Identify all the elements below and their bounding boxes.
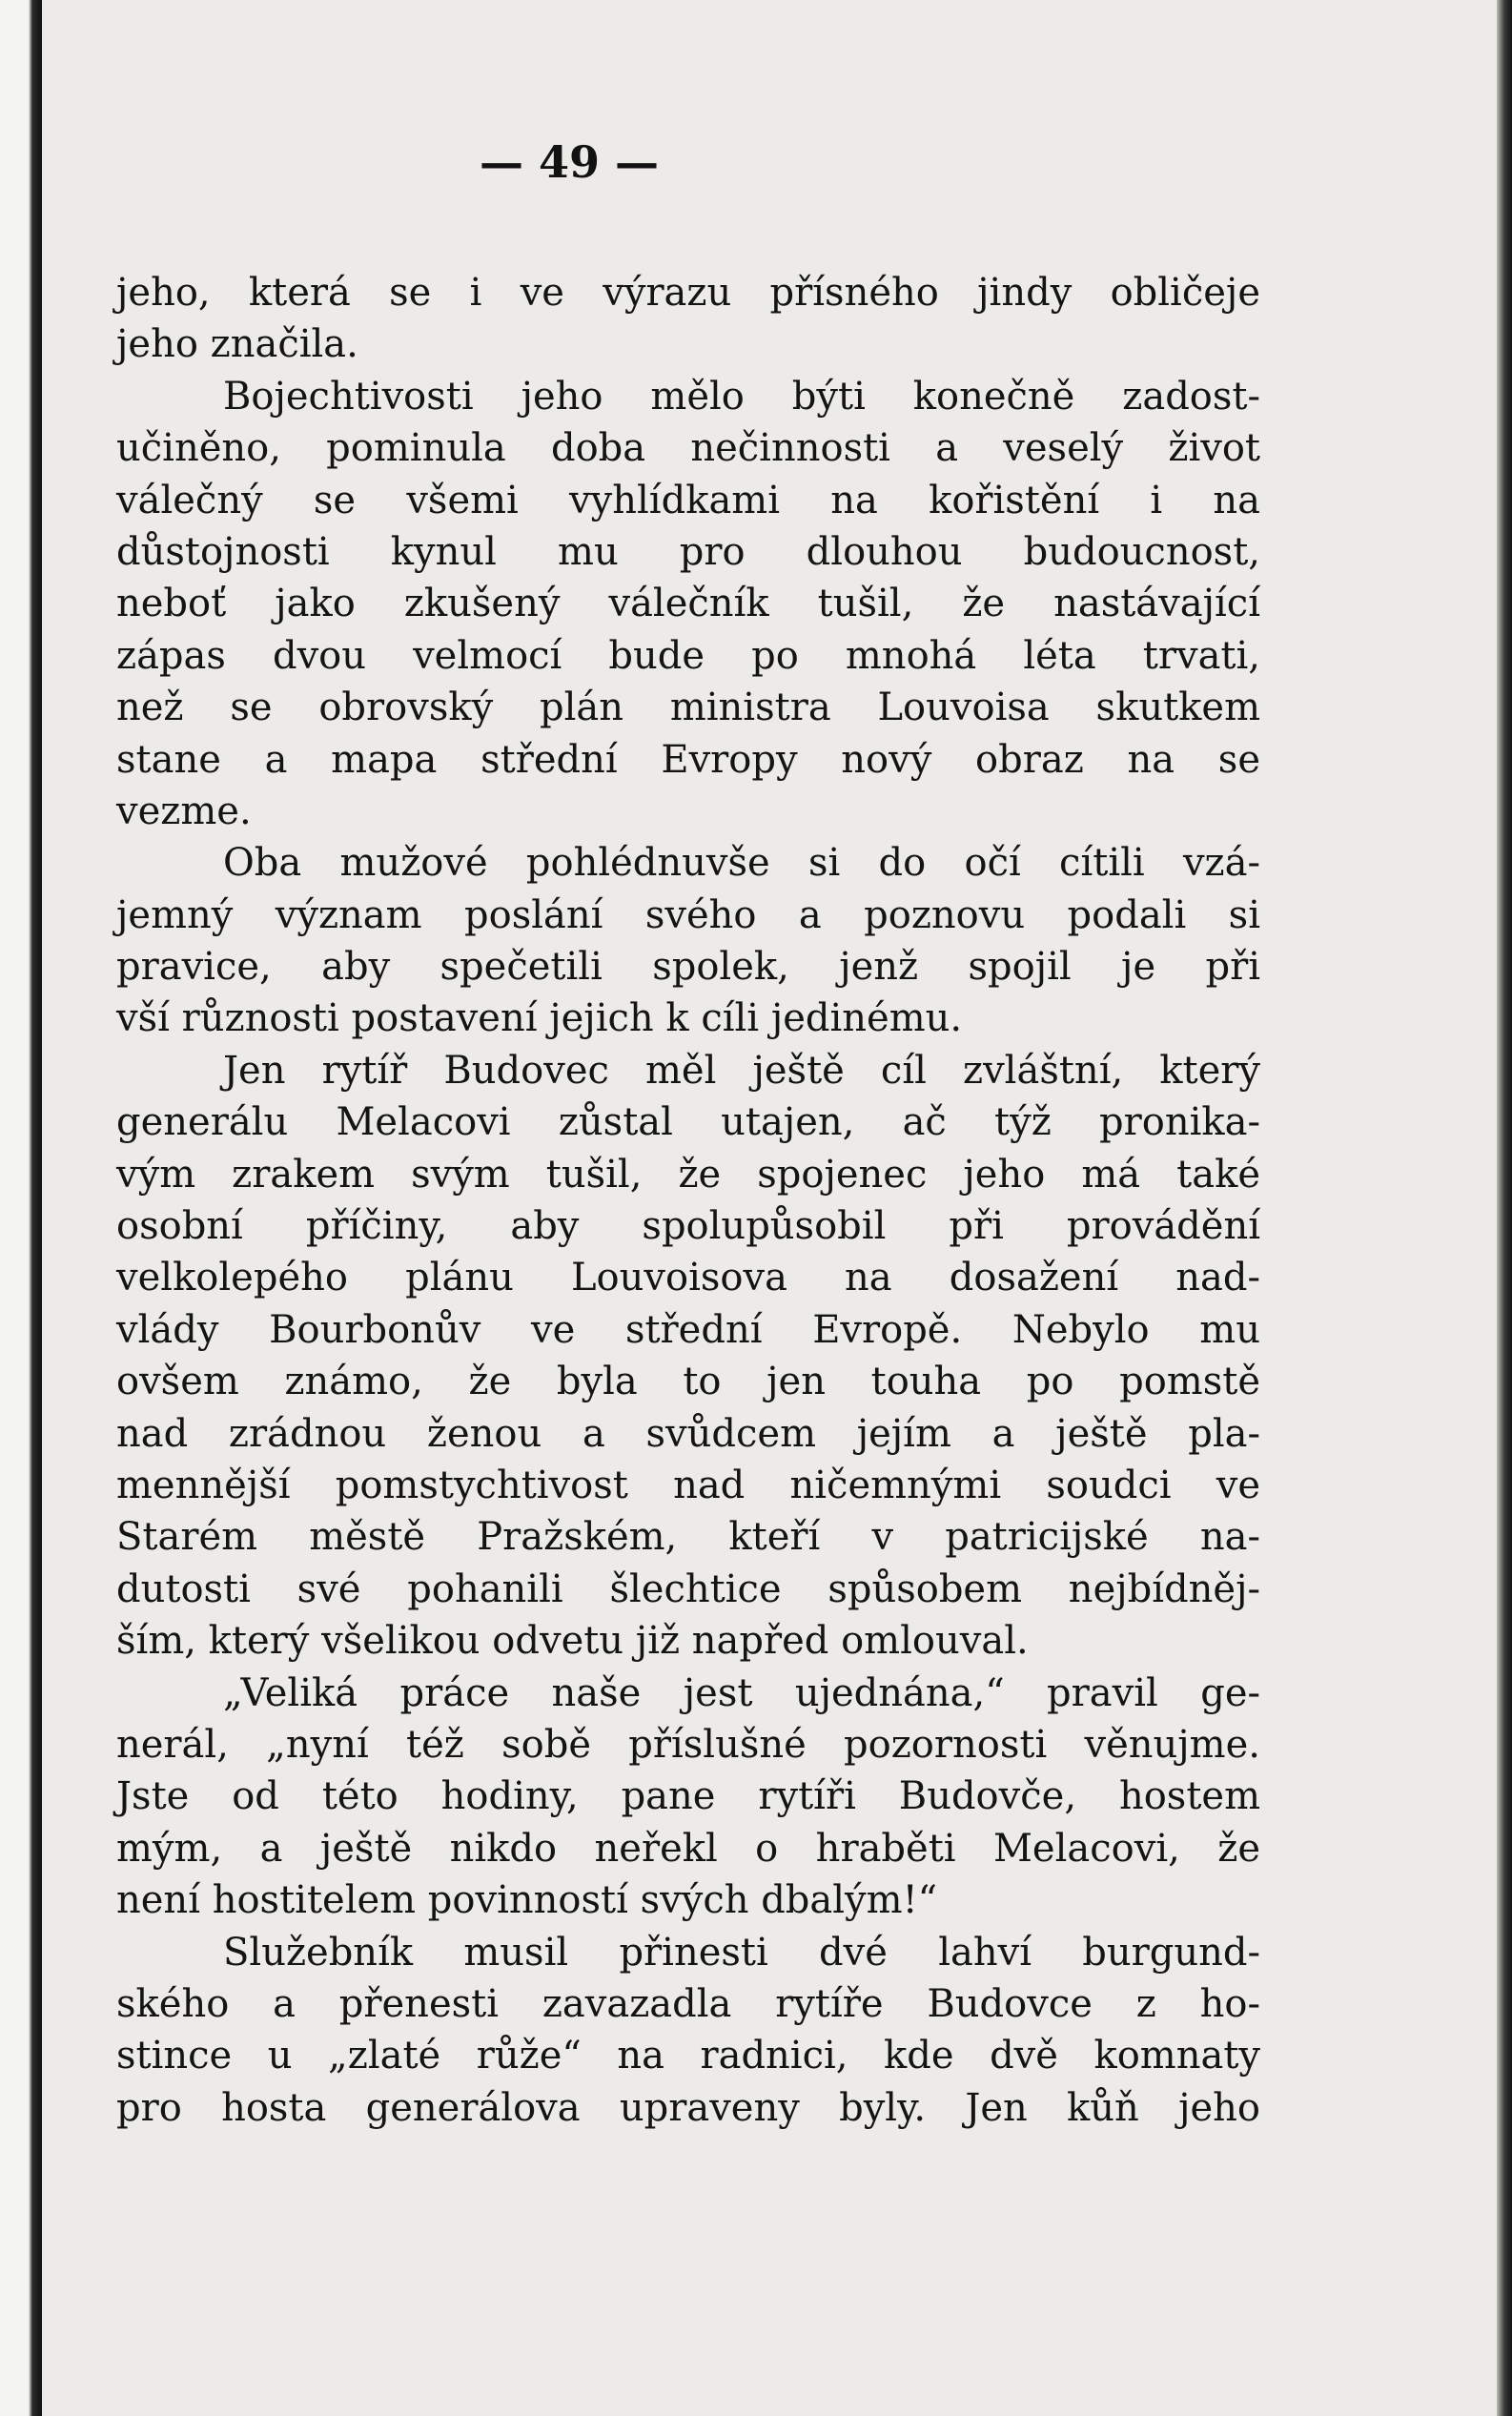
text-line: nad zrádnou ženou a svůdcem jejím a ještě pla- <box>116 1411 1260 1456</box>
text-line: stince u „zlaté růže“ na radnici, kde dvě komnaty <box>116 2034 1260 2078</box>
text-line: Bojechtivosti jeho mělo býti konečně zadost- <box>223 374 1260 419</box>
text-line: válečný se všemi vyhlídkami na kořistění i na <box>116 478 1260 522</box>
text-line: než se obrovský plán ministra Louvoisa skutkem <box>116 686 1260 730</box>
text-line: Starém městě Pražském, kteří v patricijské na- <box>116 1515 1260 1560</box>
text-line: mým, a ještě nikdo neřekl o hraběti Melacovi, že <box>116 1826 1260 1871</box>
text-line: vým zrakem svým tušil, že spojenec jeho má také <box>116 1152 1260 1197</box>
text-line: Služebník musil přinesti dvé lahví burgund- <box>223 1930 1260 1975</box>
text-line: ovšem známo, že byla to jen touha po pomstě <box>116 1360 1260 1404</box>
text-line: neboť jako zkušený válečník tušil, že nastávající <box>116 582 1260 626</box>
text-line: velkolepého plánu Louvoisova na dosažení nad- <box>116 1256 1260 1300</box>
text-line: zápas dvou velmocí bude po mnohá léta trvati, <box>116 633 1260 678</box>
text-line: nerál, „nyní též sobě příslušné pozornosti věnujme. <box>116 1722 1260 1767</box>
text-line: pravice, aby spečetili spolek, jenž spojil je při <box>116 945 1260 990</box>
text-line: ského a přenesti zavazadla rytíře Budovce z ho- <box>116 1981 1260 2026</box>
text-line: Jste od této hodiny, pane rytíři Budovče, hostem <box>116 1774 1260 1819</box>
text-line: důstojnosti kynul mu pro dlouhou budoucnost, <box>116 529 1260 574</box>
text-line: stane a mapa střední Evropy nový obraz na se <box>116 737 1260 782</box>
book-gutter-left <box>0 0 42 2416</box>
book-page <box>42 0 1497 2416</box>
text-line: jemný význam poslání svého a poznovu podali si <box>116 892 1260 937</box>
book-edge-right <box>1497 0 1512 2416</box>
text-line: dutosti své pohanili šlechtice spůsobem nejbídněj- <box>116 1566 1260 1611</box>
text-line: vezme. <box>116 788 252 833</box>
text-line: vší různosti postavení jejich k cíli jedinému. <box>116 996 963 1041</box>
text-line: pro hosta generálova upraveny byly. Jen kůň jeho <box>116 2085 1260 2130</box>
text-line: jeho značila. <box>116 322 358 367</box>
text-line: jeho, která se i ve výrazu přísného jindy obličeje <box>116 271 1260 315</box>
text-line: Jen rytíř Budovec měl ještě cíl zvláštní, který <box>223 1048 1260 1093</box>
text-line: není hostitelem povinností svých dbalým!“ <box>116 1878 938 1923</box>
text-line: vlády Bourbonův ve střední Evropě. Nebylo mu <box>116 1307 1260 1352</box>
body-text <box>116 267 1260 2134</box>
text-line: „Veliká práce naše jest ujednána,“ pravil ge- <box>223 1670 1260 1715</box>
text-line: mennější pomstychtivost nad ničemnými soudci ve <box>116 1463 1260 1507</box>
text-line: ším, který všelikou odvetu již napřed omlouval. <box>116 1619 1029 1664</box>
text-line: Oba mužové pohlédnuvše si do očí cítili vzá- <box>223 841 1260 886</box>
text-line: generálu Melacovi zůstal utajen, ač týž pronika- <box>116 1100 1260 1145</box>
page-number: — 49 — <box>479 136 660 188</box>
text-line: osobní příčiny, aby spolupůsobil při provádění <box>116 1204 1260 1249</box>
text-line: učiněno, pominula doba nečinnosti a veselý život <box>116 426 1260 471</box>
